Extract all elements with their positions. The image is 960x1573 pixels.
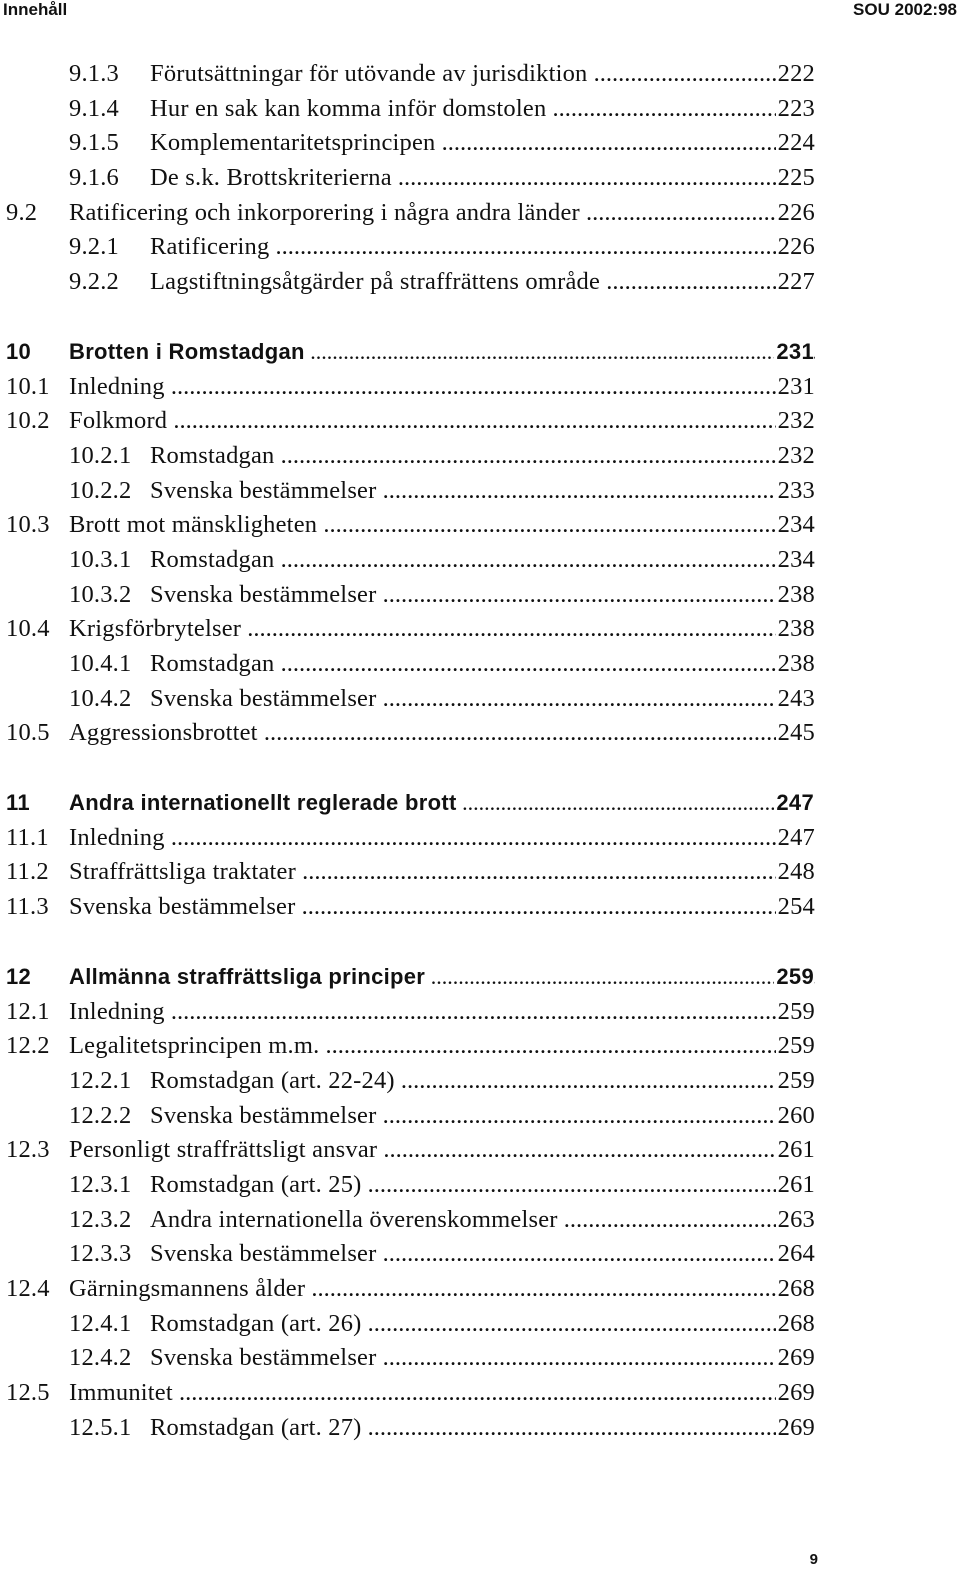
- toc-entry-number: 12.3.1: [69, 1170, 132, 1198]
- toc-entry-title: Straffrättsliga traktater .....: [69, 855, 815, 889]
- toc-entry-page: 223: [776, 92, 815, 126]
- toc-entry[interactable]: [0, 474, 960, 509]
- toc-entry-page: 269: [776, 1411, 815, 1445]
- toc-entry-title: Svenska bestämmelser .....: [69, 890, 815, 924]
- toc-entry[interactable]: [0, 821, 960, 856]
- toc-entry-page: 227: [776, 265, 815, 299]
- toc-entry-title: Romstadgan (art. 26) .....: [150, 1307, 815, 1341]
- toc-entry-title: Personligt straffrättsligt ansvar .....: [69, 1133, 815, 1167]
- toc-entry-page: 261: [776, 1168, 815, 1202]
- toc-entry-number: 12.2.2: [69, 1101, 132, 1129]
- running-header: [0, 0, 960, 20]
- toc-entry[interactable]: [0, 716, 960, 751]
- toc-entry-title: Krigsförbrytelser .....: [69, 612, 815, 646]
- toc-entry-number: 11.1: [6, 823, 49, 851]
- toc-entry-number: 9.1.3: [69, 60, 119, 87]
- toc-entry-number: 9.1.6: [69, 164, 119, 192]
- toc-entry[interactable]: [0, 1064, 960, 1099]
- toc-entry-number: 10.4.1: [69, 650, 132, 677]
- toc-entry[interactable]: [0, 890, 960, 925]
- toc-entry-title: Immunitet .....: [69, 1376, 815, 1410]
- toc-entry-number: 9.1.5: [69, 129, 119, 157]
- toc-entry-title: Ratificering och inkorporering i några andra länder .....: [69, 196, 815, 230]
- toc-entry-number: 10.3.2: [69, 580, 132, 608]
- toc-entry-number: 10.3.1: [69, 545, 132, 573]
- toc-entry-page: 259: [776, 1064, 815, 1098]
- toc-entry-title: Svenska bestämmelser .....: [150, 474, 815, 508]
- toc-entry-page: 231: [776, 370, 815, 404]
- toc-entry[interactable]: [0, 543, 960, 578]
- header-document-id: SOU 2002:98: [853, 0, 957, 19]
- toc-entry[interactable]: [0, 1237, 960, 1272]
- toc-entry-page: 264: [776, 1237, 815, 1271]
- toc-entry-page: 238: [776, 647, 815, 681]
- header-section-title: Innehåll: [3, 0, 68, 19]
- toc-entry-page: 238: [776, 612, 815, 646]
- toc-entry-page: 254: [776, 890, 815, 924]
- toc-entry-page: 269: [776, 1341, 815, 1375]
- toc-entry-title: Ratificering .....: [150, 230, 815, 264]
- toc-entry-page: 226: [776, 196, 815, 230]
- toc-entry-title: Svenska bestämmelser .....: [150, 1341, 815, 1375]
- toc-entry-number: 10.5: [6, 719, 50, 747]
- toc-entry[interactable]: [0, 1376, 960, 1411]
- toc-chapter-page: 259: [774, 960, 814, 994]
- toc-entry-number: 12.2.1: [69, 1066, 132, 1094]
- toc-entry-number: 11.2: [6, 858, 49, 886]
- toc-entry-number: 12.3: [6, 1136, 50, 1164]
- toc-entry[interactable]: [0, 1099, 960, 1134]
- toc-entry[interactable]: [0, 1168, 960, 1203]
- toc-entry[interactable]: [0, 265, 960, 300]
- toc-entry-number: 10.1: [6, 372, 50, 400]
- toc-entry-page: 247: [776, 821, 815, 855]
- toc-entry[interactable]: [0, 370, 960, 405]
- toc-entry-number: 10.2.1: [69, 441, 132, 469]
- toc-entry-page: 269: [776, 1376, 815, 1410]
- toc-entry-page: 232: [776, 404, 815, 438]
- toc-entry[interactable]: [0, 196, 960, 231]
- toc-entry-number: 12.3.3: [69, 1240, 132, 1268]
- toc-entry-page: 259: [776, 995, 815, 1029]
- toc-entry-title: Svenska bestämmelser .....: [150, 1237, 815, 1271]
- toc-entry[interactable]: [0, 1341, 960, 1376]
- toc-entry-number: 12.4.2: [69, 1344, 132, 1372]
- toc-chapter-page: 247: [774, 786, 814, 820]
- toc-entry-title: Romstadgan (art. 25) .....: [150, 1168, 815, 1202]
- toc-entry-title: Romstadgan .....: [150, 439, 815, 473]
- toc-entry-page: 260: [776, 1099, 815, 1133]
- toc-entry-title: Komplementaritetsprincipen .....: [150, 126, 815, 160]
- toc-entry[interactable]: [0, 578, 960, 613]
- toc-entry[interactable]: [0, 612, 960, 647]
- toc-entry-title: Romstadgan (art. 22-24) .....: [150, 1064, 815, 1098]
- toc-entry-title: Förutsättningar för utövande av jurisdiktion .....: [150, 57, 815, 91]
- toc-entry[interactable]: [0, 57, 960, 92]
- table-of-contents: [0, 57, 960, 1445]
- toc-chapter-number: 12: [6, 963, 32, 989]
- toc-entry-title: Svenska bestämmelser .....: [150, 1099, 815, 1133]
- toc-chapter-entry[interactable]: [0, 335, 960, 370]
- toc-entry-number: 10.4.2: [69, 684, 132, 712]
- toc-entry-page: 225: [776, 161, 815, 195]
- toc-entry[interactable]: [0, 682, 960, 717]
- toc-entry-page: 232: [776, 439, 815, 473]
- toc-entry-title: Legalitetsprincipen m.m. .....: [69, 1029, 815, 1063]
- toc-entry-title: Hur en sak kan komma inför domstolen .....: [150, 92, 815, 126]
- toc-entry[interactable]: [0, 1029, 960, 1064]
- toc-entry-number: 9.2: [6, 198, 38, 226]
- toc-entry[interactable]: [0, 230, 960, 265]
- toc-entry[interactable]: [0, 508, 960, 543]
- toc-entry[interactable]: [0, 439, 960, 474]
- toc-entry-title: Inledning .....: [69, 370, 815, 404]
- toc-entry-page: 226: [776, 230, 815, 264]
- toc-entry-number: 9.2.2: [69, 268, 119, 296]
- toc-entry[interactable]: [0, 1307, 960, 1342]
- toc-chapter-title: Brotten i Romstadgan .....: [69, 335, 815, 369]
- toc-entry-number: 10.2.2: [69, 476, 132, 504]
- toc-entry-page: 268: [776, 1307, 815, 1341]
- toc-entry-page: 222: [776, 57, 815, 91]
- toc-chapter-entry[interactable]: [0, 786, 960, 821]
- toc-entry-number: 12.4.1: [69, 1309, 132, 1337]
- toc-entry[interactable]: [0, 1411, 960, 1446]
- toc-entry-page: 248: [776, 855, 815, 889]
- toc-entry-number: 12.5.1: [69, 1413, 132, 1441]
- toc-entry-title: Brott mot mänskligheten .....: [69, 508, 815, 542]
- toc-entry-page: 233: [776, 474, 815, 508]
- toc-entry-number: 11.3: [6, 893, 49, 921]
- toc-entry[interactable]: [0, 1203, 960, 1238]
- toc-entry-page: 234: [776, 543, 815, 577]
- toc-entry-number: 12.3.2: [69, 1205, 132, 1233]
- toc-entry-number: 12.2: [6, 1032, 50, 1060]
- toc-entry-title: De s.k. Brottskriterierna .....: [150, 161, 815, 195]
- toc-entry-title: Romstadgan .....: [150, 647, 815, 681]
- toc-chapter-page: 231: [774, 335, 814, 369]
- toc-entry[interactable]: [0, 647, 960, 682]
- toc-entry[interactable]: [0, 1133, 960, 1168]
- toc-entry[interactable]: [0, 126, 960, 161]
- toc-entry-title: Andra internationella överenskommelser .....: [150, 1203, 815, 1237]
- toc-entry-title: Inledning .....: [69, 821, 815, 855]
- toc-entry-title: Folkmord .....: [69, 404, 815, 438]
- toc-entry-title: Romstadgan .....: [150, 543, 815, 577]
- toc-entry-title: Lagstiftningsåtgärder på straffrättens område .....: [150, 265, 815, 299]
- toc-entry[interactable]: [0, 92, 960, 127]
- toc-entry-page: 243: [776, 682, 815, 716]
- toc-chapter-title: Allmänna straffrättsliga principer .....: [69, 960, 815, 994]
- toc-entry-page: 261: [776, 1133, 815, 1167]
- toc-entry-title: Romstadgan (art. 27) .....: [150, 1411, 815, 1445]
- toc-entry[interactable]: [0, 1272, 960, 1307]
- toc-entry-page: 263: [776, 1203, 815, 1237]
- toc-chapter-title: Andra internationellt reglerade brott .....: [69, 786, 815, 820]
- toc-entry-title: Inledning .....: [69, 995, 815, 1029]
- toc-entry-number: 12.4: [6, 1275, 50, 1302]
- toc-entry-page: 259: [776, 1029, 815, 1063]
- toc-entry-title: Aggressionsbrottet .....: [69, 716, 815, 750]
- toc-entry-page: 238: [776, 578, 815, 612]
- toc-entry[interactable]: [0, 161, 960, 196]
- toc-chapter-number: 11: [6, 790, 30, 816]
- toc-chapter-number: 10: [6, 338, 32, 364]
- toc-entry-number: 12.5: [6, 1379, 50, 1407]
- toc-entry[interactable]: [0, 855, 960, 890]
- toc-entry-title: Gärningsmannens ålder .....: [69, 1272, 815, 1306]
- toc-entry-title: Svenska bestämmelser .....: [150, 578, 815, 612]
- toc-entry-number: 12.1: [6, 997, 50, 1025]
- toc-entry-number: 10.2: [6, 407, 50, 435]
- toc-entry-title: Svenska bestämmelser .....: [150, 682, 815, 716]
- toc-entry[interactable]: [0, 404, 960, 439]
- toc-entry-page: 268: [776, 1272, 815, 1306]
- toc-entry-number: 10.4: [6, 615, 50, 643]
- toc-entry-number: 10.3: [6, 511, 50, 539]
- toc-entry-number: 9.1.4: [69, 94, 119, 122]
- toc-entry-page: 234: [776, 508, 815, 542]
- toc-chapter-entry[interactable]: [0, 960, 960, 995]
- page-number: 9: [809, 1551, 818, 1568]
- toc-entry-page: 245: [776, 716, 815, 750]
- toc-entry-page: 224: [776, 126, 815, 160]
- toc-entry[interactable]: [0, 995, 960, 1030]
- toc-entry-number: 9.2.1: [69, 233, 119, 261]
